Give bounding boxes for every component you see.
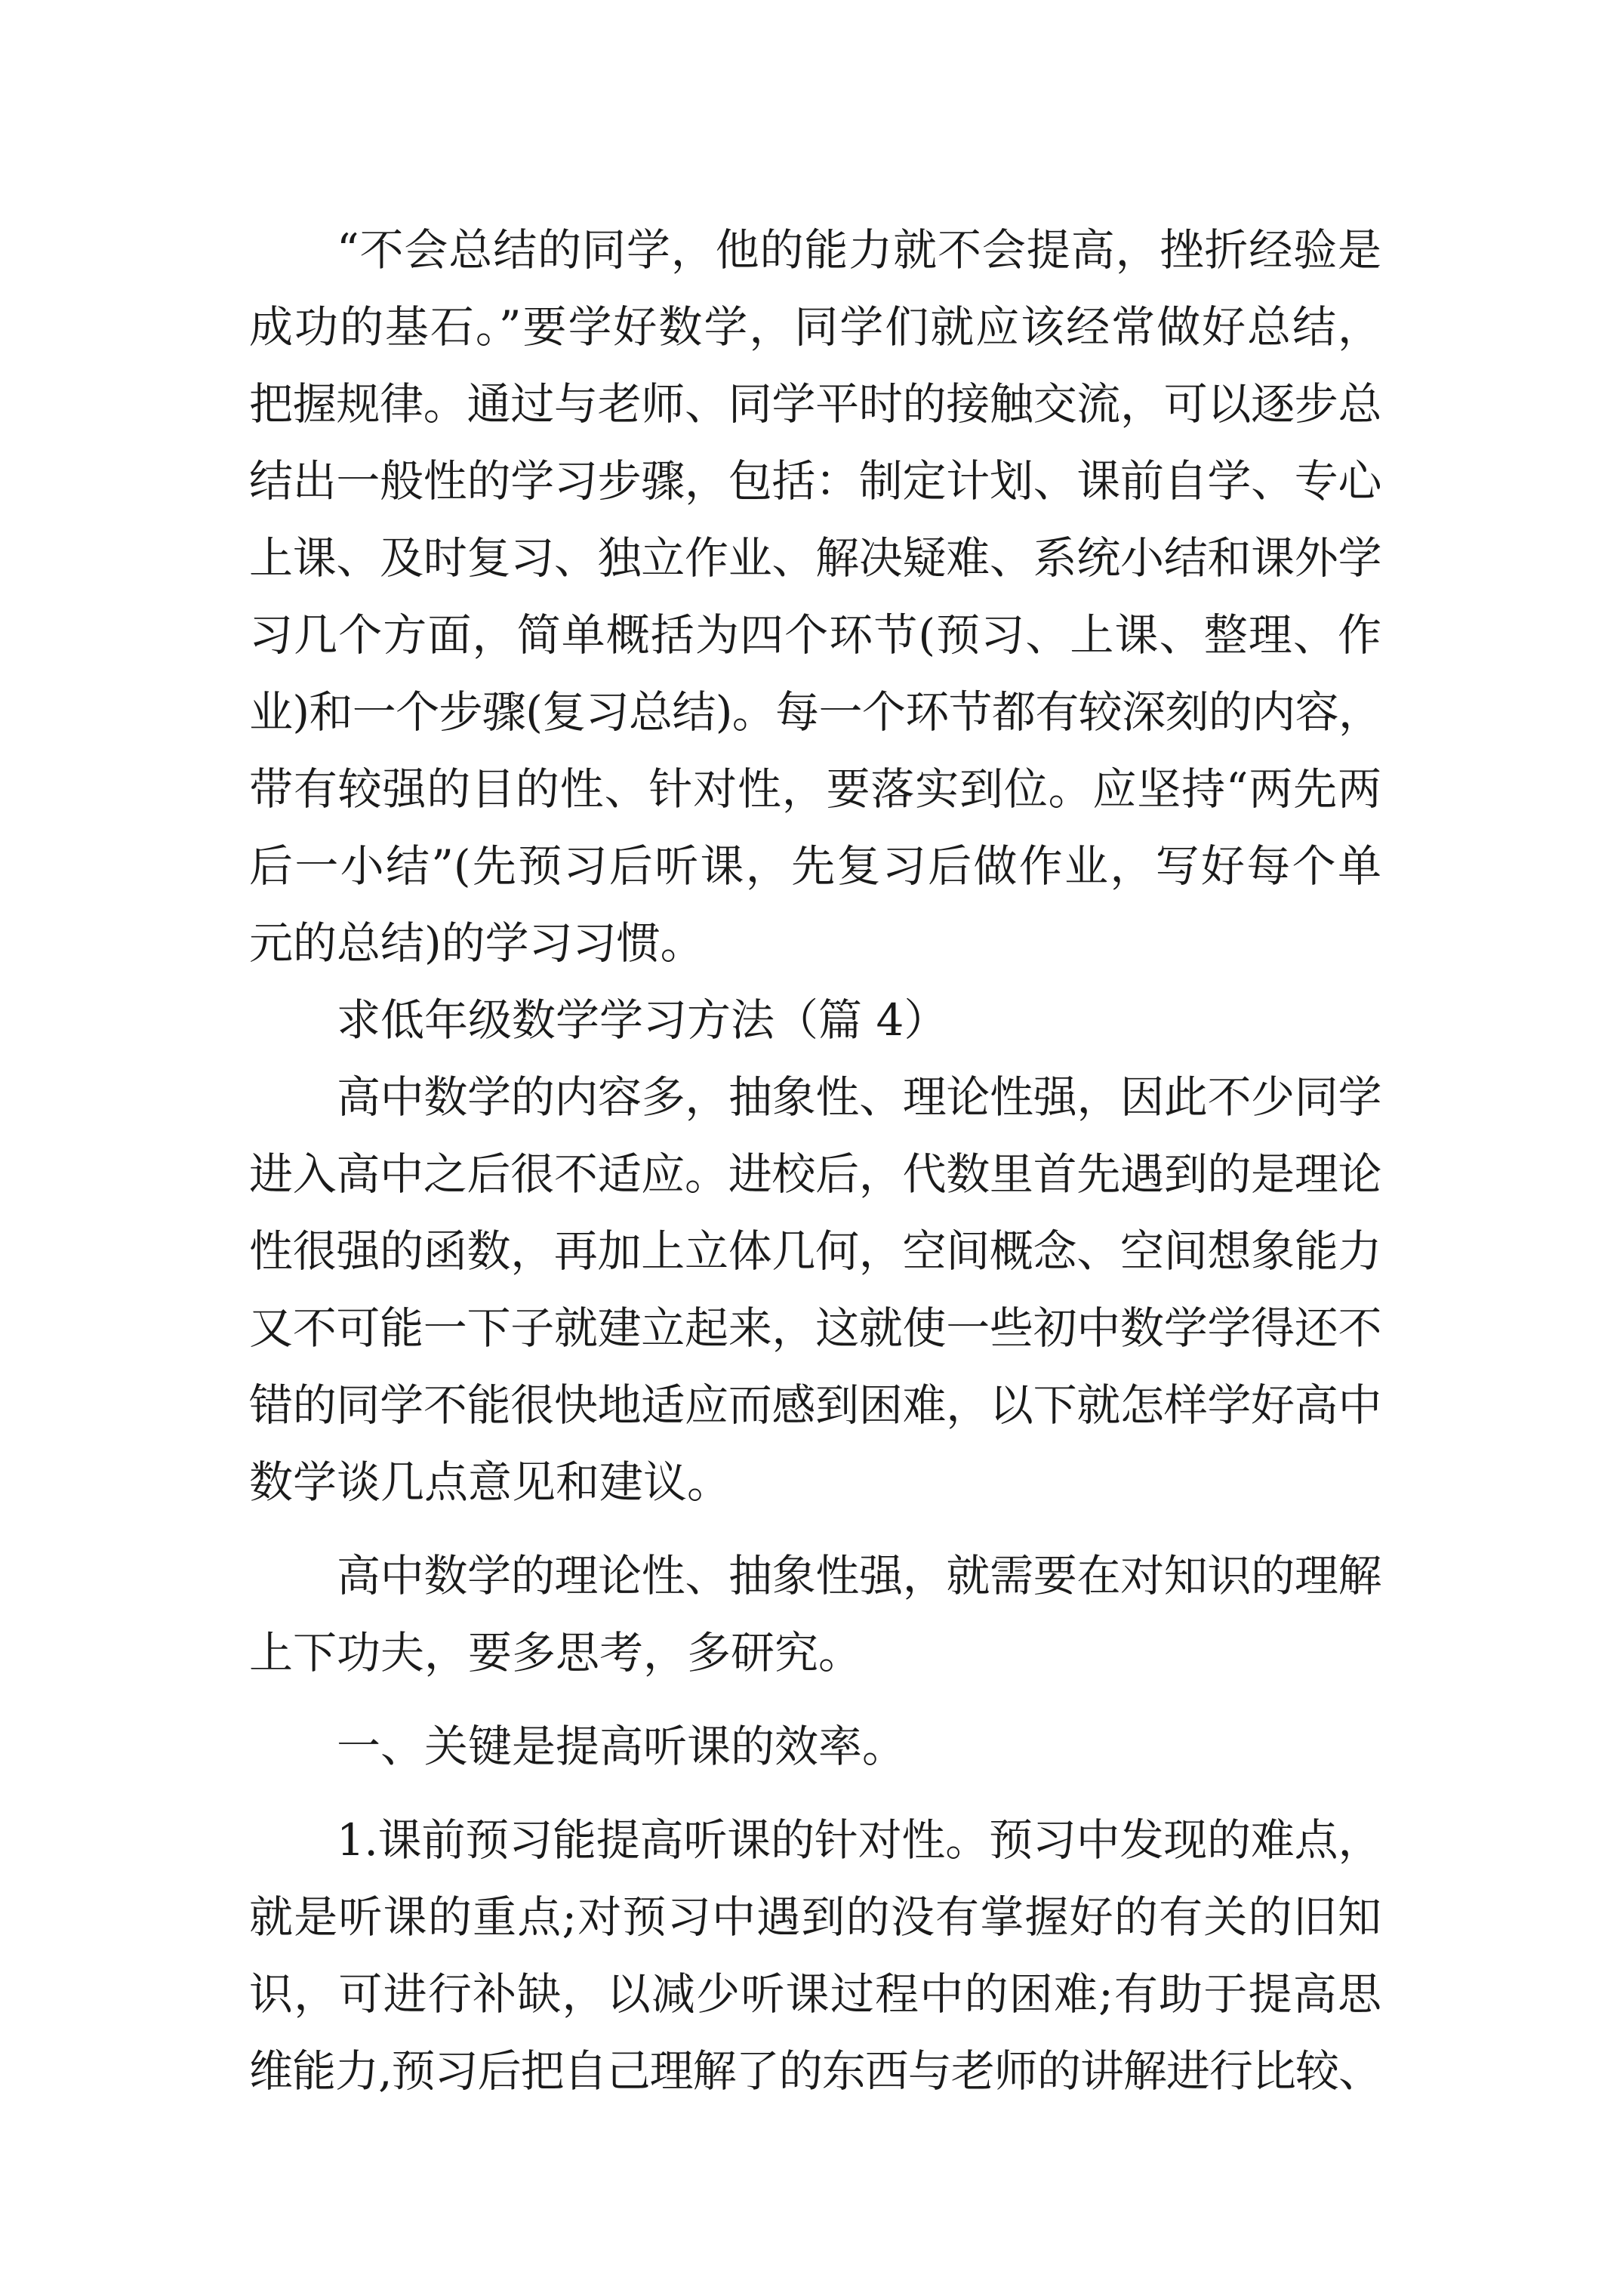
text-line: 业)和一个步骤(复习总结)。每一个环节都有较深刻的内容， [249, 686, 1381, 738]
text-line: 结出一般性的学习步骤，包括：制定计划、课前自学、专心 [249, 455, 1381, 507]
text-line: 把握规律。通过与老师、同学平时的接触交流，可以逐步总 [249, 378, 1381, 430]
document-body [249, 211, 1381, 2110]
paragraph-gap [249, 1785, 1381, 1801]
text-line: 成功的基石。”要学好数学，同学们就应该经常做好总结， [249, 301, 1381, 353]
paragraph-gap [249, 1521, 1381, 1537]
text-line: 数学谈几点意见和建议。 [249, 1456, 731, 1508]
text-line: 就是听课的重点;对预习中遇到的没有掌握好的有关的旧知 [249, 1891, 1381, 1943]
text-line: 维能力,预习后把自己理解了的东西与老师的讲解进行比较、 [249, 2045, 1381, 2097]
text-line: “不会总结的同学，他的能力就不会提高，挫折经验是 [337, 224, 1381, 276]
text-line: 进入高中之后很不适应。进校后，代数里首先遇到的是理论 [249, 1148, 1381, 1200]
text-line: 又不可能一下子就建立起来，这就使一些初中数学学得还不 [249, 1302, 1381, 1354]
text-line: 带有较强的目的性、针对性，要落实到位。应坚持“两先两 [249, 763, 1381, 815]
text-line: 识，可进行补缺，以减少听课过程中的困难;有助于提高思 [249, 1968, 1381, 2020]
text-line: 错的同学不能很快地适应而感到困难，以下就怎样学好高中 [249, 1379, 1381, 1431]
paragraph-gap [249, 1691, 1381, 1708]
text-line: 1.课前预习能提高听课的针对性。预习中发现的难点， [337, 1814, 1381, 1866]
text-line: 元的总结)的学习习惯。 [249, 917, 704, 969]
text-line: 性很强的函数，再加上立体几何，空间概念、空间想象能力 [249, 1225, 1381, 1277]
text-line: 后一小结”(先预习后听课，先复习后做作业，写好每个单 [249, 840, 1381, 892]
text-line: 习几个方面，简单概括为四个环节(预习、上课、整理、作 [249, 609, 1381, 661]
text-line: 高中数学的理论性、抽象性强，就需要在对知识的理解 [337, 1550, 1381, 1601]
text-line: 上课、及时复习、独立作业、解决疑难、系统小结和课外学 [249, 532, 1381, 584]
text-line: 高中数学的内容多，抽象性、理论性强，因此不少同学 [337, 1071, 1381, 1123]
section-heading: 求低年级数学学习方法（篇 4） [337, 994, 948, 1046]
numbered-heading: 一、关键是提高听课的效率。 [337, 1721, 907, 1772]
text-line: 上下功夫，要多思考，多研究。 [249, 1627, 863, 1678]
